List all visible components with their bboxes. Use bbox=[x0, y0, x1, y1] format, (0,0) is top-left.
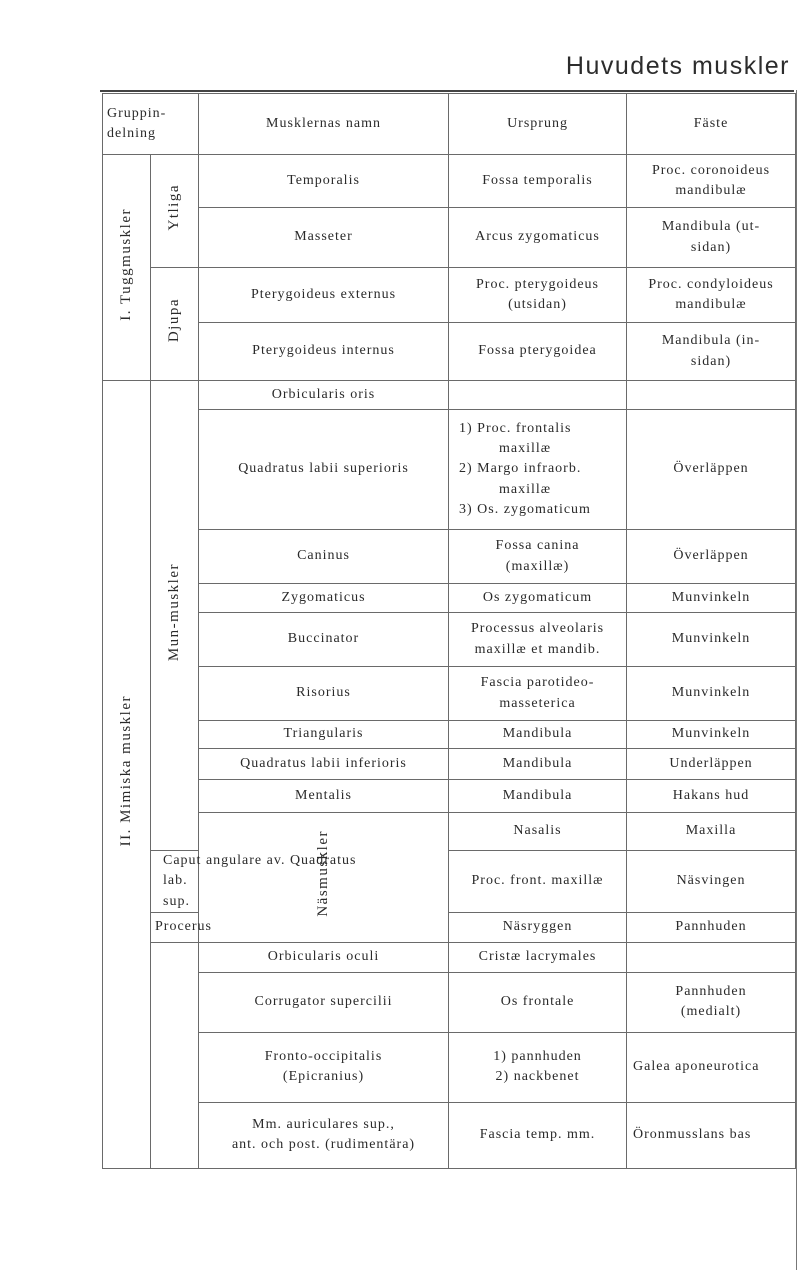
page-title: Huvudets muskler bbox=[565, 52, 790, 80]
muscle-insertion: Näsvingen bbox=[627, 851, 796, 913]
muscle-origin: Cristæ lacrymales bbox=[449, 942, 627, 972]
muscle-insertion: Proc. coronoideus mandibulæ bbox=[627, 155, 796, 208]
muscle-insertion: Munvinkeln bbox=[627, 613, 796, 667]
muscle-origin: Os zygomaticum bbox=[449, 584, 627, 613]
muscle-name: Caninus bbox=[199, 530, 449, 584]
muscle-name: Zygomaticus bbox=[199, 584, 449, 613]
header-insertion: Fäste bbox=[627, 94, 796, 155]
muscle-insertion: Munvinkeln bbox=[627, 721, 796, 749]
table-row bbox=[103, 208, 796, 268]
muscle-origin: Os frontale bbox=[449, 972, 627, 1032]
muscle-insertion bbox=[627, 381, 796, 410]
table-row bbox=[103, 155, 796, 208]
muscle-table bbox=[102, 93, 796, 1169]
muscle-insertion: Överläppen bbox=[627, 530, 796, 584]
table-row bbox=[103, 1102, 796, 1168]
title-rule bbox=[100, 90, 794, 92]
muscle-name: Procerus bbox=[151, 912, 199, 942]
muscle-origin: Mandibula bbox=[449, 721, 627, 749]
table-row bbox=[103, 972, 796, 1032]
group-cell-mimic: II. Mimiska muskler bbox=[103, 381, 151, 1169]
muscle-origin: Näsryggen bbox=[449, 912, 627, 942]
page-edge-rule bbox=[796, 90, 797, 1270]
muscle-origin: Arcus zygomaticus bbox=[449, 208, 627, 268]
muscle-name: Mentalis bbox=[199, 780, 449, 813]
subgroup-cell-unlabeled bbox=[151, 942, 199, 1168]
muscle-insertion: Pannhuden (medialt) bbox=[627, 972, 796, 1032]
muscle-name: Orbicularis oris bbox=[199, 381, 449, 410]
table-row bbox=[103, 410, 796, 530]
table-row bbox=[103, 667, 796, 721]
muscle-insertion: Munvinkeln bbox=[627, 667, 796, 721]
muscle-origin: 1) pannhuden 2) nackbenet bbox=[449, 1032, 627, 1102]
muscle-origin: Fossa temporalis bbox=[449, 155, 627, 208]
table-row bbox=[103, 813, 796, 851]
muscle-insertion: Underläppen bbox=[627, 749, 796, 780]
muscle-origin: Fossa pterygoidea bbox=[449, 323, 627, 381]
header-row bbox=[103, 94, 796, 155]
muscle-origin: Maxilla bbox=[627, 813, 796, 851]
header-group: Gruppin- delning bbox=[103, 94, 199, 155]
muscle-name: Orbicularis oculi bbox=[199, 942, 449, 972]
muscle-insertion bbox=[627, 942, 796, 972]
muscle-name: Fronto-occipitalis (Epicranius) bbox=[199, 1032, 449, 1102]
table-row bbox=[103, 721, 796, 749]
muscle-insertion: Överläppen bbox=[627, 410, 796, 530]
table-row bbox=[103, 749, 796, 780]
muscle-name: Pterygoideus internus bbox=[199, 323, 449, 381]
muscle-origin: Fossa canina (maxillæ) bbox=[449, 530, 627, 584]
muscle-name: Risorius bbox=[199, 667, 449, 721]
muscle-name: Mm. auriculares sup., ant. och post. (rudimentära) bbox=[199, 1102, 449, 1168]
muscle-origin bbox=[449, 381, 627, 410]
table-row bbox=[103, 613, 796, 667]
muscle-name: Quadratus labii superioris bbox=[199, 410, 449, 530]
table-row bbox=[103, 780, 796, 813]
muscle-insertion: Mandibula (ut- sidan) bbox=[627, 208, 796, 268]
subgroup-cell-superficial: Ytliga bbox=[151, 155, 199, 268]
muscle-name: Masseter bbox=[199, 208, 449, 268]
table-row bbox=[103, 1032, 796, 1102]
muscle-insertion: Pannhuden bbox=[627, 912, 796, 942]
muscle-origin: Proc. front. maxillæ bbox=[449, 851, 627, 913]
muscle-insertion: Proc. condyloideus mandibulæ bbox=[627, 268, 796, 323]
muscle-origin: 1) Proc. frontalis maxillæ 2) Margo infraorb. maxillæ 3) Os. zygomaticum bbox=[449, 410, 627, 530]
muscle-insertion: Öronmusslans bas bbox=[627, 1102, 796, 1168]
table-row bbox=[103, 268, 796, 323]
muscle-origin: Fascia temp. mm. bbox=[449, 1102, 627, 1168]
muscle-name: Triangularis bbox=[199, 721, 449, 749]
muscle-origin: Fascia parotideo- masseterica bbox=[449, 667, 627, 721]
muscle-name: Pterygoideus externus bbox=[199, 268, 449, 323]
subgroup-cell-mouth: Mun-muskler bbox=[151, 381, 199, 851]
muscle-name: Caput angulare av. Quadratus lab. sup. bbox=[151, 851, 199, 913]
muscle-insertion: Mandibula (in- sidan) bbox=[627, 323, 796, 381]
muscle-origin: Proc. pterygoideus (utsidan) bbox=[449, 268, 627, 323]
table-row bbox=[103, 530, 796, 584]
muscle-origin: Mandibula bbox=[449, 780, 627, 813]
muscle-insertion: Hakans hud bbox=[627, 780, 796, 813]
muscle-insertion: Galea aponeurotica bbox=[627, 1032, 796, 1102]
table-row bbox=[103, 584, 796, 613]
muscle-origin: Processus alveolaris maxillæ et mandib. bbox=[449, 613, 627, 667]
muscle-origin: Mandibula bbox=[449, 749, 627, 780]
table-row bbox=[103, 942, 796, 972]
muscle-name: Temporalis bbox=[199, 155, 449, 208]
table-row bbox=[103, 381, 796, 410]
subgroup-cell-nose: Näsmuskler bbox=[199, 813, 449, 943]
header-origin: Ursprung bbox=[449, 94, 627, 155]
muscle-name: Corrugator supercilii bbox=[199, 972, 449, 1032]
table-row bbox=[103, 323, 796, 381]
muscle-name: Quadratus labii inferioris bbox=[199, 749, 449, 780]
muscle-insertion: Munvinkeln bbox=[627, 584, 796, 613]
subgroup-cell-deep: Djupa bbox=[151, 268, 199, 381]
muscle-name: Nasalis bbox=[449, 813, 627, 851]
header-name: Musklernas namn bbox=[199, 94, 449, 155]
group-cell-chewing: I. Tuggmuskler bbox=[103, 155, 151, 381]
muscle-name: Buccinator bbox=[199, 613, 449, 667]
